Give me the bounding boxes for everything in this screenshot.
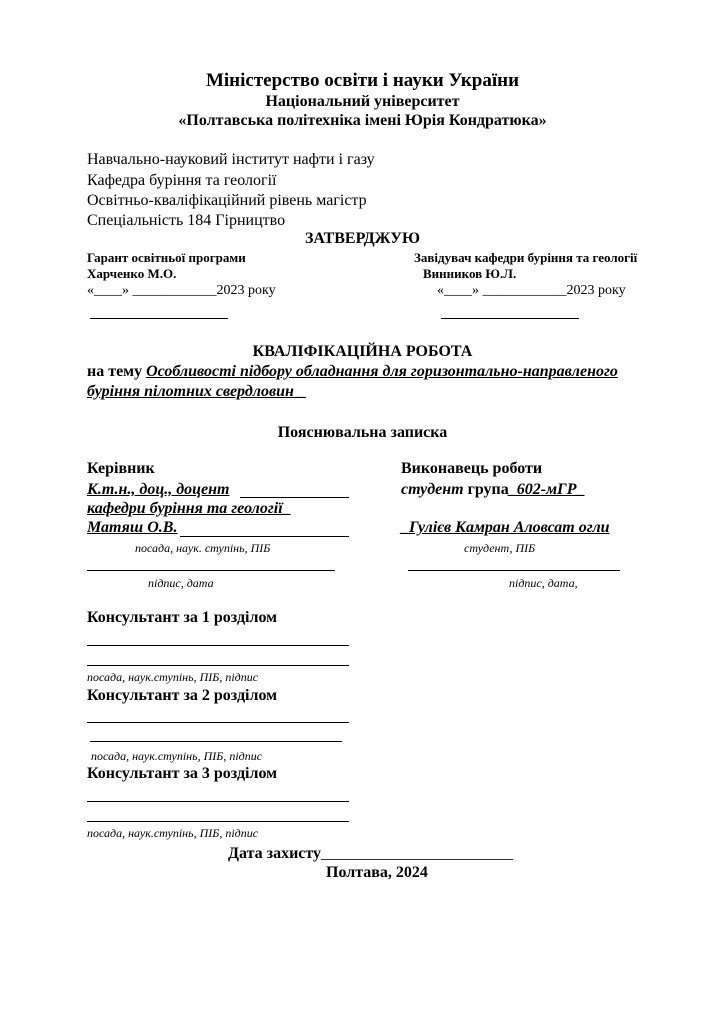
guarantor-name: Харченко М.О. (87, 266, 177, 281)
executor-signature-line (408, 570, 620, 571)
guarantor-signature-line (90, 318, 228, 319)
consultant-3-line-2 (87, 821, 349, 822)
guarantor-date: «____» ____________2023 року (87, 283, 276, 298)
executor-group-label: група (463, 481, 509, 498)
institute-text: Навчально-науковий інститут нафти і газу (87, 151, 375, 168)
note-title: Пояснювальна записка (277, 424, 448, 441)
head-signature-line (441, 318, 579, 319)
supervisor-label: Керівник (87, 460, 155, 477)
executor-sign-caption: підпис, дата, (509, 576, 578, 590)
executor-group-value: _602-мГР_ (508, 481, 585, 498)
specialty-text: Спеціальність 184 Гірництво (87, 212, 286, 229)
supervisor-line-2: кафедри буріння та геології_ (87, 500, 291, 517)
work-title: КВАЛІФІКАЦІЙНА РОБОТА (252, 343, 473, 360)
consultant-3-label: Консультант за 3 розділом (87, 765, 278, 782)
topic-line-1 (87, 363, 618, 381)
consultant-2-caption: посада, наук.ступінь, ПІБ, підпис (91, 749, 263, 763)
supervisor-line-1-fill (240, 497, 349, 498)
head-name: Винников Ю.Л. (423, 266, 517, 281)
consultant-3-line-1 (87, 801, 349, 802)
head-date: «____» ____________2023 року (437, 283, 626, 298)
defense-date-blank: ________________________ (321, 845, 514, 862)
level-text: Освітньо-кваліфікаційний рівень магістр (87, 192, 367, 209)
supervisor-line-3: Матяш О.В. (87, 519, 178, 536)
supervisor-line-3-fill (180, 536, 349, 537)
consultant-2-label: Консультант за 2 розділом (87, 687, 278, 704)
consultant-2-line-2 (90, 741, 342, 742)
topic-text-1: Особливості підбору обладнання для горизонтально-направленого (146, 363, 618, 380)
consultant-1-caption: посада, наук.ступінь, ПІБ, підпис (87, 670, 259, 684)
supervisor-title: К.т.н., доц., доцент (87, 481, 230, 498)
consultant-1-label: Консультант за 1 розділом (87, 609, 278, 626)
consultant-1-line-2 (87, 665, 349, 666)
head-role: Завідувач кафедри буріння та геології (414, 250, 638, 265)
executor-group (401, 481, 584, 499)
approval-title: ЗАТВЕРДЖУЮ (304, 230, 421, 247)
consultant-3-caption: посада, наук.ступінь, ПІБ, підпис (87, 826, 259, 840)
university-heading: Національний університет (265, 93, 460, 110)
guarantor-role: Гарант освітньої програми (87, 250, 246, 265)
executor-label: Виконавець роботи (401, 460, 543, 477)
executor-name: _Гулієв Камран Аловсат огли (401, 519, 610, 536)
executor-group-prefix: студент (401, 481, 464, 498)
university-name-heading: «Полтавська політехніка імені Юрія Кондратюка» (178, 112, 547, 129)
defense-date-label: Дата захисту (228, 845, 322, 862)
city-year: Полтава, 2024 (326, 864, 428, 881)
consultant-2-line-1 (87, 722, 349, 723)
supervisor-sign-caption: підпис, дата (148, 576, 214, 590)
topic-line-2: буріння пілотних свердловин _ (87, 383, 306, 400)
supervisor-caption: посада, наук. ступінь, ПІБ (135, 541, 271, 555)
defense-date (228, 845, 513, 863)
executor-caption: студент, ПІБ (464, 541, 536, 555)
ministry-heading: Міністерство освіти і науки України (205, 70, 520, 91)
supervisor-signature-line (87, 570, 335, 571)
department-text: Кафедра буріння та геології (87, 172, 277, 189)
topic-prefix: на тему (87, 363, 143, 380)
consultant-1-line-1 (87, 645, 349, 646)
